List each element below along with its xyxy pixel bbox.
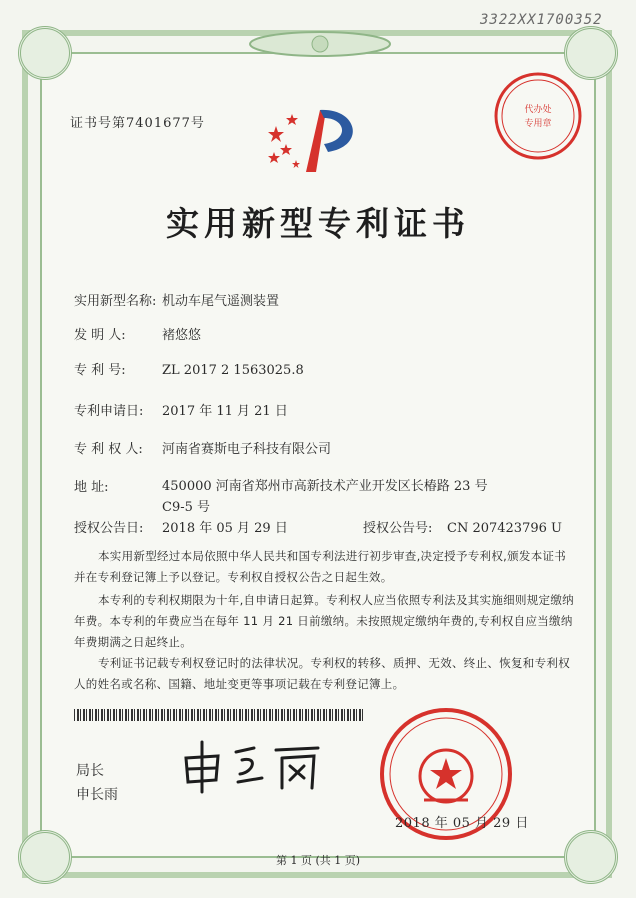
field-value: 河南省赛斯电子科技有限公司	[162, 442, 332, 457]
field-utility-model-name	[74, 290, 279, 309]
field-patent-number	[74, 359, 304, 378]
handwritten-signature-icon	[178, 738, 328, 794]
page-footer: 第 1 页 (共 1 页)	[275, 854, 361, 867]
body-paragraph: 本专利的专利权期限为十年,自申请日起算。专利权人应当依照专利法及其实施细则规定缴纳年费。本专利的年费应当在每年 11 月 21 日前缴纳。未按照规定缴纳年费的,专利权自应当缴纳年费期满之日起终止。	[74, 593, 574, 649]
field-grant-date	[74, 517, 288, 536]
agency-seal-icon	[492, 70, 584, 162]
cnipa-logo-icon	[262, 108, 374, 178]
field-value: 2018 年 05 月 29 日	[162, 521, 288, 536]
stamp-date: 2018 年 05 月 29 日	[395, 816, 529, 831]
body-paragraph: 专利证书记载专利权登记时的法律状况。专利权的转移、质押、无效、终止、恢复和专利权人的姓名或名称、国籍、地址变更等事项记载在专利登记簿上。	[74, 656, 570, 691]
svg-text:专用章: 专用章	[524, 119, 552, 129]
field-label: 授权公告日:	[74, 521, 144, 536]
corner-ornament	[18, 26, 72, 80]
field-value: 机动车尾气遥测装置	[162, 294, 280, 309]
svg-text:代办处: 代办处	[524, 105, 552, 115]
certificate-number: 证书号第7401677号	[70, 116, 205, 131]
field-label: 发 明 人:	[74, 328, 126, 343]
body-paragraph: 本实用新型经过本局依照中华人民共和国专利法进行初步审查,决定授予专利权,颁发本证书并在专利登记簿上予以登记。专利权自授权公告之日起生效。	[74, 549, 567, 584]
field-label: 专 利 号:	[74, 363, 126, 378]
field-patentee	[74, 438, 331, 457]
field-filing-date	[74, 400, 288, 419]
field-label: 专利申请日:	[74, 404, 144, 419]
field-label: 授权公告号:	[363, 521, 433, 536]
barcode	[74, 709, 364, 721]
field-label: 实用新型名称:	[74, 294, 157, 309]
field-label: 地 址:	[74, 480, 109, 495]
field-value: 450000 河南省郑州市高新技术产业开发区长椿路 23 号 C9-5 号	[162, 479, 488, 515]
floral-ornament	[240, 24, 400, 64]
signatory-name: 申长雨	[76, 787, 118, 803]
field-value: 褚悠悠	[162, 328, 202, 343]
field-value: ZL 2017 2 1563025.8	[162, 363, 304, 378]
field-inventor	[74, 324, 201, 343]
field-value: 2017 年 11 月 21 日	[162, 404, 288, 419]
handwritten-note: 3322XX1700352	[480, 12, 603, 28]
field-grant-number	[363, 517, 562, 536]
field-label: 专 利 权 人:	[74, 442, 143, 457]
certificate-title: 实用新型专利证书	[166, 204, 470, 243]
field-value: CN 207423796 U	[447, 521, 562, 536]
signatory-role: 局长	[76, 763, 104, 779]
